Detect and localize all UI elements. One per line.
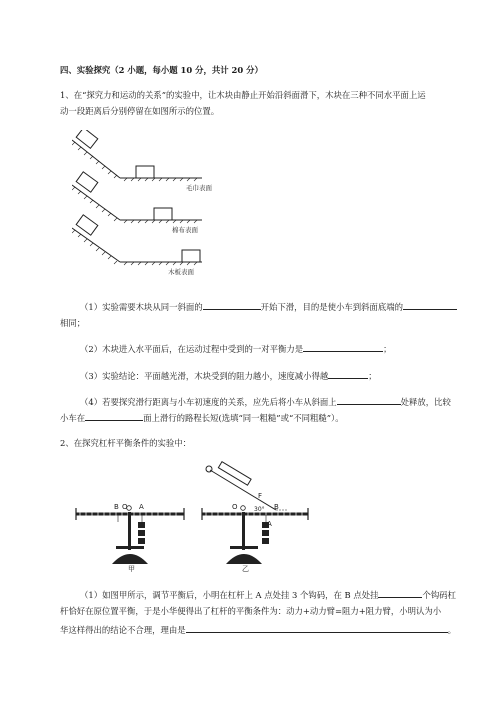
lever-left [76, 503, 184, 572]
q1-part1-blank1[interactable] [203, 300, 261, 310]
caption-left: 甲 [128, 565, 135, 572]
incline-diagram [72, 130, 222, 280]
q1-part4-line2 [60, 411, 344, 424]
label-angle: 30° [254, 506, 265, 513]
q1-part4-text-c: 小车在 [60, 413, 86, 423]
label-o-left: O [122, 503, 128, 511]
q1-part4-line1 [80, 395, 451, 408]
incline-wood [72, 215, 202, 276]
q1-part4-text-b: 处释放，比较 [400, 397, 451, 407]
q2-part1-blank1[interactable] [378, 588, 422, 598]
caption-right: 乙 [242, 565, 249, 572]
q1-part4-blank2[interactable] [85, 411, 143, 421]
q2-part1-line3 [60, 623, 456, 636]
section-title: 四、实验探究（2 小题，每小题 10 分，共计 20 分） [60, 65, 263, 75]
q2-part1-text-b: 个钩码杠 [422, 590, 456, 600]
q1-part3-blank[interactable] [328, 369, 368, 379]
label-f: F [258, 492, 263, 500]
q1-part4-blank1[interactable] [337, 395, 401, 405]
q1-part3 [80, 369, 377, 382]
label-b-left: B [114, 503, 119, 511]
q2-part1-text-e: 。 [447, 625, 456, 635]
q1-part2-blank[interactable] [303, 342, 383, 352]
label-b-right: B [274, 503, 279, 511]
q2-part1-text-d: 华这样得出的结论不合理，理由是 [60, 625, 186, 635]
q1-part1-text-a: （1）实验需要木块从同一斜面的 [80, 302, 203, 312]
surface-label-wood: 木板表面 [168, 268, 194, 276]
q1-part1-line2: 相同； [60, 318, 86, 328]
label-a-right: A [267, 520, 272, 528]
label-o-right: O [232, 503, 238, 511]
q1-part2-text: （2）木块进入水平面后，在运动过程中受到的一对平衡力是 [80, 344, 304, 354]
q1-part3-text: （3）实验结论：平面越光滑，木块受到的阻力越小，速度减小得越 [80, 371, 329, 381]
lever-right [202, 462, 308, 572]
q2-stem: 2、在探究杠杆平衡条件的实验中： [60, 438, 191, 448]
q1-part4-text-d: 面上滑行的路程长短(选填“同一粗糙”或“不同粗糙”）。 [143, 413, 344, 423]
q1-stem-line2: 动一段距离后分别停留在如图所示的位置。 [60, 106, 220, 116]
q2-part1-text-a: （1）如图甲所示，调节平衡后，小明在杠杆上 A 点处挂 3 个钩码，在 B 点处挂 [80, 590, 379, 600]
surface-label-towel: 毛巾表面 [186, 184, 212, 192]
label-a-left: A [139, 503, 144, 511]
q1-part1-line1 [80, 300, 457, 313]
q1-part1-blank2[interactable] [403, 300, 457, 310]
surface-label-cotton: 棉布表面 [172, 226, 198, 234]
q1-part2-end: ； [383, 344, 392, 354]
q2-part1-line2: 杆恰好在原位置平衡，于是小华便得出了杠杆的平衡条件为：动力+动力臂=阻力+阻力臂，小明认为小 [60, 606, 442, 616]
q2-part1-blank2[interactable] [186, 623, 448, 633]
q1-part3-end: ； [368, 371, 377, 381]
q2-part1-line1 [80, 588, 456, 601]
lever-diagram [72, 460, 312, 572]
q1-part1-text-b: 开始下滑，目的是使小车到斜面底端的 [260, 302, 403, 312]
q1-part4-text-a: （4）若要探究滑行距离与小车初速度的关系，应先后将小车从斜面上 [80, 397, 337, 407]
q1-part2 [80, 342, 391, 355]
q1-stem-line1: 1、在“探究力和运动的关系”的实验中，让木块由静止开始沿斜面滑下，木块在三种不同水平面上运 [60, 90, 426, 100]
